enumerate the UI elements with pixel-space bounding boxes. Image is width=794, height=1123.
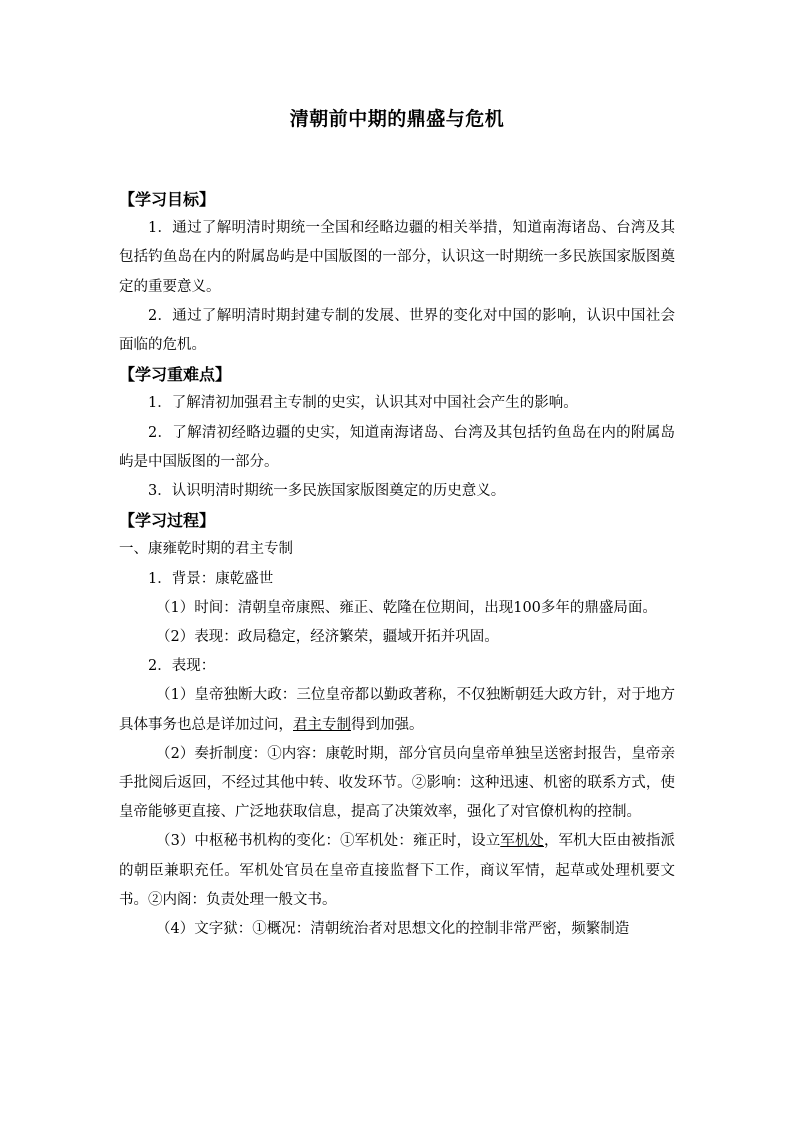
performance-item-3 bbox=[119, 827, 675, 915]
key-point-item-2: 2．了解清初经略边疆的史实，知道南海诸岛、台湾及其包括钓鱼岛在内的附属岛屿是中国版图的一部分。 bbox=[119, 424, 675, 470]
p1-text-before: （1）皇帝独断大政：三位皇帝都以勤政著称，不仅独断朝廷大政方针，对于地方具体事务也总是详加过问， bbox=[119, 687, 675, 733]
goals-heading: 【学习目标】 bbox=[119, 190, 216, 209]
p1-text-after: 得到加强。 bbox=[351, 716, 424, 733]
background-label: 1．背景：康乾盛世 bbox=[148, 570, 274, 587]
performance-item-1 bbox=[119, 681, 675, 739]
background-time: （1）时间：清朝皇帝康熙、雍正、乾隆在位期间，出现100多年的鼎盛局面。 bbox=[156, 599, 657, 616]
key-points-heading: 【学习重难点】 bbox=[119, 365, 232, 385]
performance-item-2: （2）奏折制度：①内容：康乾时期，部分官员向皇帝单独呈送密封报告，皇帝亲手批阅后返回，不经过其他中转、收发环节。②影响：这种迅速、机密的联系方式，使皇帝能够更直接、广泛地获取信息，提高了决策效率，强化了对官僚机构的控制。 bbox=[119, 745, 675, 821]
key-point-item-1: 1．了解清初加强君主专制的史实，认识其对中国社会产生的影响。 bbox=[148, 395, 578, 412]
document-body bbox=[119, 185, 675, 944]
performance-label: 2．表现： bbox=[148, 658, 216, 675]
process-heading: 【学习过程】 bbox=[119, 511, 216, 531]
background-show: （2）表现：政局稳定，经济繁荣，疆域开拓并巩固。 bbox=[156, 629, 499, 646]
p1-underlined-term: 君主专制 bbox=[293, 716, 351, 733]
key-point-item-3: 3．认识明清时期统一多民族国家版图奠定的历史意义。 bbox=[148, 483, 506, 500]
goal-item-1: 1．通过了解明清时期统一全国和经略边疆的相关举措，知道南海诸岛、台湾及其包括钓鱼岛在内的附属岛屿是中国版图的一部分，认识这一时期统一多民族国家版图奠定的重要意义。 bbox=[119, 220, 675, 295]
p3-underlined-term: 军机处 bbox=[500, 833, 544, 850]
page-title: 清朝前中期的鼎盛与危机 bbox=[289, 108, 505, 130]
performance-item-4: （4）文字狱：①概况：清朝统治者对思想文化的控制非常严密，频繁制造 bbox=[156, 921, 630, 938]
p3-text-after: ，军机大臣由被指派的朝臣兼职充任。军机处官员在皇帝直接监督下工作，商议军情，起草或处理机要文书。②内阁：负责处理一般文书。 bbox=[119, 833, 676, 908]
p3-text-before: （3）中枢秘书机构的变化：①军机处：雍正时，设立 bbox=[156, 833, 501, 850]
section-heading-1: 一、康雍乾时期的君主专制 bbox=[119, 541, 293, 558]
goal-item-2: 2．通过了解明清时期封建专制的发展、世界的变化对中国的影响，认识中国社会面临的危机。 bbox=[119, 307, 675, 354]
